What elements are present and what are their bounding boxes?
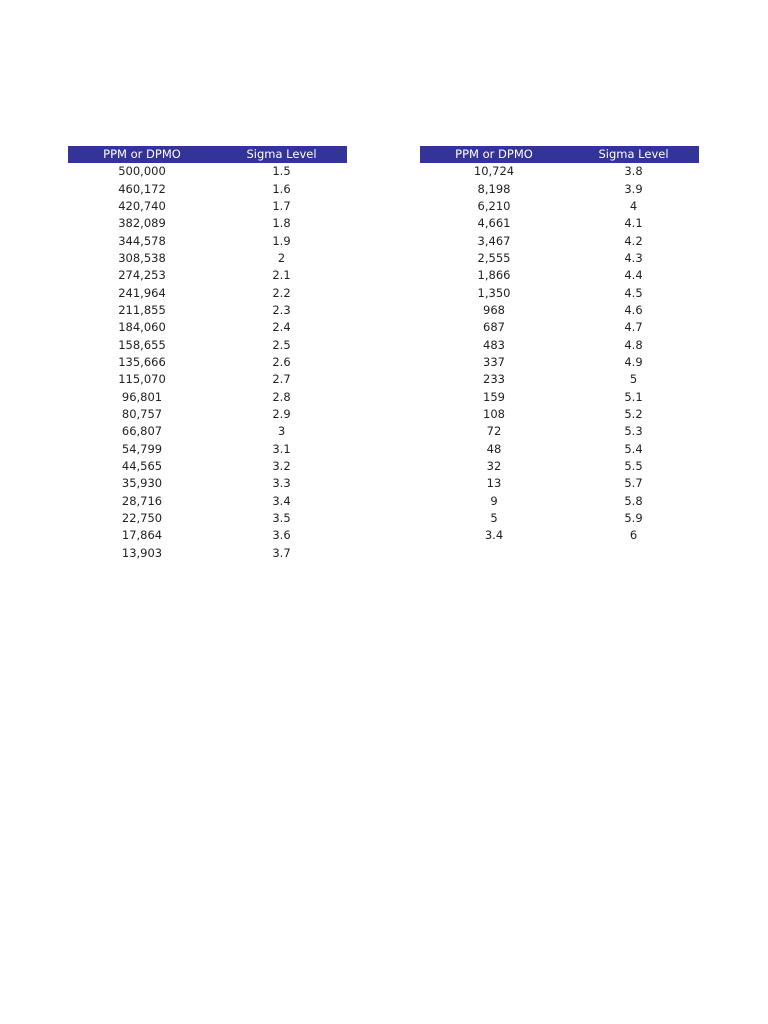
sigma-cell: 5.7 xyxy=(624,476,643,491)
sigma-cell: 1.5 xyxy=(272,164,291,179)
ppm-cell: 66,807 xyxy=(121,424,163,439)
sigma-cell: 4.8 xyxy=(624,337,643,352)
table-row xyxy=(68,302,347,319)
header-sigma: Sigma Level xyxy=(216,146,347,163)
sigma-cell: 3.8 xyxy=(624,164,643,179)
sigma-cell: 3.3 xyxy=(272,476,291,491)
table-row xyxy=(68,250,347,267)
ppm-cell: 382,089 xyxy=(118,216,166,231)
sigma-cell: 2.8 xyxy=(272,389,291,404)
sigma-cell: 5.1 xyxy=(624,389,643,404)
sigma-cell: 4.3 xyxy=(624,250,643,265)
table-row xyxy=(420,423,699,440)
ppm-cell: 483 xyxy=(483,337,505,352)
table-row xyxy=(420,163,699,180)
ppm-cell: 6,210 xyxy=(477,198,511,213)
ppm-cell: 3.4 xyxy=(484,528,504,543)
ppm-cell: 35,930 xyxy=(121,476,163,491)
ppm-cell: 420,740 xyxy=(118,198,166,213)
table-row xyxy=(68,371,347,388)
ppm-cell: 22,750 xyxy=(121,511,163,526)
table-row xyxy=(68,388,347,405)
sigma-cell: 2.2 xyxy=(272,285,291,300)
sigma-cell: 2.5 xyxy=(272,337,291,352)
ppm-cell: 96,801 xyxy=(121,389,163,404)
ppm-cell: 3,467 xyxy=(477,233,511,248)
sigma-cell: 2.1 xyxy=(272,268,291,283)
sigma-cell: 2 xyxy=(277,250,286,265)
sigma-cell: 3.5 xyxy=(272,511,291,526)
sigma-cell: 3.1 xyxy=(272,441,291,456)
header-sigma: Sigma Level xyxy=(568,146,699,163)
table-body-left xyxy=(68,163,347,562)
sigma-cell: 4 xyxy=(629,198,638,213)
ppm-cell: 233 xyxy=(483,372,505,387)
ppm-cell: 135,666 xyxy=(118,354,166,369)
table-row xyxy=(420,406,699,423)
table-row xyxy=(68,406,347,423)
ppm-cell: 274,253 xyxy=(118,268,166,283)
table-row xyxy=(420,336,699,353)
table-row xyxy=(68,319,347,336)
table-row xyxy=(420,354,699,371)
table-row xyxy=(420,527,699,544)
ppm-cell: 17,864 xyxy=(121,528,163,543)
sigma-cell: 1.9 xyxy=(272,233,291,248)
table-row xyxy=(420,232,699,249)
table-row xyxy=(68,458,347,475)
sigma-cell: 5.8 xyxy=(624,493,643,508)
table-row xyxy=(420,180,699,197)
table-row xyxy=(68,215,347,232)
sigma-cell: 4.7 xyxy=(624,320,643,335)
table-row xyxy=(68,180,347,197)
ppm-cell: 54,799 xyxy=(121,441,163,456)
ppm-cell: 184,060 xyxy=(118,320,166,335)
sigma-cell: 4.9 xyxy=(624,354,643,369)
ppm-cell: 9 xyxy=(490,493,498,508)
table-row xyxy=(68,441,347,458)
sigma-cell: 5.3 xyxy=(624,424,643,439)
table-row xyxy=(68,527,347,544)
ppm-cell: 500,000 xyxy=(118,164,166,179)
table-body-right xyxy=(420,163,699,545)
header-ppm: PPM or DPMO xyxy=(68,146,216,163)
ppm-cell: 80,757 xyxy=(121,406,163,421)
ppm-cell: 32 xyxy=(486,459,502,474)
ppm-cell: 13,903 xyxy=(121,545,163,560)
sigma-cell: 3 xyxy=(277,424,286,439)
ppm-cell: 44,565 xyxy=(121,459,163,474)
table-row xyxy=(420,371,699,388)
table-row xyxy=(420,302,699,319)
sigma-cell: 1.7 xyxy=(272,198,291,213)
table-row xyxy=(420,441,699,458)
sigma-cell: 4.6 xyxy=(624,302,643,317)
ppm-cell: 5 xyxy=(490,511,498,526)
ppm-cell: 344,578 xyxy=(118,233,166,248)
ppm-cell: 211,855 xyxy=(118,302,166,317)
sigma-cell: 2.4 xyxy=(272,320,291,335)
ppm-cell: 1,866 xyxy=(477,268,511,283)
sigma-table-right xyxy=(420,146,699,545)
ppm-cell: 159 xyxy=(483,389,505,404)
ppm-cell: 1,350 xyxy=(477,285,511,300)
table-row xyxy=(420,510,699,527)
ppm-cell: 337 xyxy=(483,354,505,369)
table-row xyxy=(68,232,347,249)
table-row xyxy=(420,388,699,405)
table-row xyxy=(420,493,699,510)
sigma-cell: 5.2 xyxy=(624,406,643,421)
table-row xyxy=(68,475,347,492)
table-row xyxy=(68,284,347,301)
ppm-cell: 115,070 xyxy=(118,372,166,387)
ppm-cell: 308,538 xyxy=(118,250,166,265)
sigma-cell: 4.2 xyxy=(624,233,643,248)
table-row xyxy=(68,493,347,510)
ppm-cell: 460,172 xyxy=(118,181,166,196)
sigma-cell: 6 xyxy=(629,528,638,543)
ppm-cell: 108 xyxy=(483,406,505,421)
sigma-cell: 3.7 xyxy=(272,545,291,560)
ppm-cell: 48 xyxy=(486,441,502,456)
sigma-cell: 5.4 xyxy=(624,441,643,456)
sigma-cell: 1.8 xyxy=(272,216,291,231)
ppm-cell: 2,555 xyxy=(477,250,511,265)
ppm-cell: 10,724 xyxy=(473,164,515,179)
ppm-cell: 4,661 xyxy=(477,216,511,231)
sigma-table-left xyxy=(68,146,347,562)
sigma-cell: 2.7 xyxy=(272,372,291,387)
table-row xyxy=(68,163,347,180)
sigma-cell: 1.6 xyxy=(272,181,291,196)
table-row xyxy=(420,458,699,475)
sigma-cell: 3.9 xyxy=(624,181,643,196)
header-row xyxy=(68,146,347,163)
table-row xyxy=(68,336,347,353)
sigma-cell: 4.5 xyxy=(624,285,643,300)
sigma-cell: 5.9 xyxy=(624,511,643,526)
header-ppm: PPM or DPMO xyxy=(420,146,568,163)
table-row xyxy=(420,267,699,284)
table-row xyxy=(420,475,699,492)
sigma-cell: 2.9 xyxy=(272,406,291,421)
table-row xyxy=(420,284,699,301)
sigma-cell: 4.4 xyxy=(624,268,643,283)
table-row xyxy=(420,319,699,336)
table-row xyxy=(68,423,347,440)
ppm-cell: 72 xyxy=(486,424,502,439)
sigma-cell: 5.5 xyxy=(624,459,643,474)
table-row xyxy=(420,250,699,267)
ppm-cell: 241,964 xyxy=(118,285,166,300)
table-row xyxy=(68,545,347,562)
sigma-cell: 3.2 xyxy=(272,459,291,474)
ppm-cell: 13 xyxy=(486,476,502,491)
ppm-cell: 8,198 xyxy=(477,181,511,196)
sigma-cell: 3.6 xyxy=(272,528,291,543)
sigma-cell: 2.6 xyxy=(272,354,291,369)
table-row xyxy=(420,198,699,215)
table-row xyxy=(68,510,347,527)
table-row xyxy=(68,198,347,215)
sigma-cell: 3.4 xyxy=(272,493,291,508)
sigma-cell: 2.3 xyxy=(272,302,291,317)
table-row xyxy=(420,215,699,232)
sigma-cell: 5 xyxy=(629,372,638,387)
ppm-cell: 158,655 xyxy=(118,337,166,352)
table-row xyxy=(68,267,347,284)
table-row xyxy=(68,354,347,371)
ppm-cell: 687 xyxy=(483,320,505,335)
ppm-cell: 968 xyxy=(483,302,505,317)
sigma-cell: 4.1 xyxy=(624,216,643,231)
header-row xyxy=(420,146,699,163)
ppm-cell: 28,716 xyxy=(121,493,163,508)
